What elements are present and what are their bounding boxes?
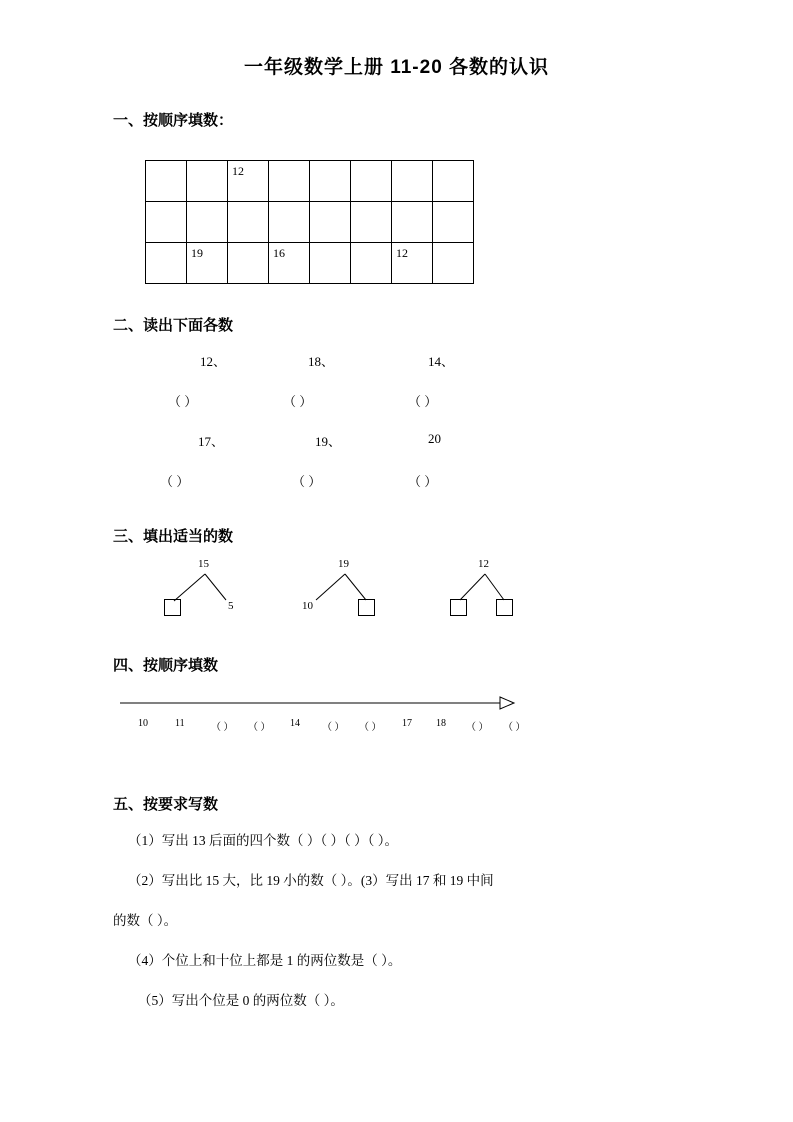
question-2-cont[interactable]: 的数（ ）。 [113, 913, 178, 928]
grid-cell[interactable] [433, 202, 474, 243]
grid-cell[interactable]: 12 [228, 161, 269, 202]
grid-cell[interactable]: 12 [392, 243, 433, 284]
section-heading-5: 五、按要求写数 [113, 796, 219, 813]
grid-cell[interactable] [146, 243, 187, 284]
number-line-label[interactable]: （ ） [211, 722, 234, 733]
question-4[interactable]: （4）个位上和十位上都是 1 的两位数是（ ）。 [128, 953, 402, 968]
answer-box[interactable] [164, 599, 181, 616]
answer-box[interactable] [450, 599, 467, 616]
read-answer-row [60, 391, 733, 431]
table-row [146, 202, 474, 243]
grid-cell[interactable] [228, 202, 269, 243]
grid-cell[interactable] [351, 202, 392, 243]
number-line-label[interactable]: （ ） [359, 722, 382, 733]
number-line-label: 10 [138, 718, 148, 729]
number-line-label: 14 [290, 718, 300, 729]
section-heading-3: 三、填出适当的数 [113, 528, 234, 545]
read-answer-row [60, 471, 733, 511]
answer-blank[interactable]: （ ） [168, 394, 198, 409]
section-heading-1: 一、按顺序填数： [113, 112, 234, 129]
number-line-label: 17 [402, 718, 412, 729]
answer-box[interactable] [496, 599, 513, 616]
grid-cell[interactable] [269, 202, 310, 243]
number-line-label: 11 [175, 718, 185, 729]
grid-cell[interactable] [146, 161, 187, 202]
grid-cell[interactable] [351, 161, 392, 202]
answer-blank[interactable]: （ ） [408, 394, 438, 409]
question-2[interactable]: （2）写出比 15 大，比 19 小的数（ ）。(3）写出 17 和 19 中间 [128, 873, 494, 888]
answer-blank[interactable]: （ ） [160, 474, 190, 489]
number-line-label[interactable]: （ ） [466, 722, 489, 733]
read-number: 17、 [198, 434, 225, 449]
grid-cell[interactable] [433, 243, 474, 284]
answer-blank[interactable]: （ ） [292, 474, 322, 489]
bond-part: 5 [228, 600, 234, 612]
grid-cell[interactable]: 19 [187, 243, 228, 284]
grid-cell[interactable] [269, 161, 310, 202]
read-numbers-block [60, 335, 733, 511]
table-row [146, 161, 474, 202]
grid-cell[interactable] [392, 161, 433, 202]
grid-cell[interactable] [392, 202, 433, 243]
section-heading-4: 四、按顺序填数 [113, 657, 219, 674]
number-bond-3 [428, 558, 548, 628]
number-bond-2 [288, 558, 408, 628]
table-row [146, 243, 474, 284]
grid-cell[interactable] [351, 243, 392, 284]
read-number-row [60, 351, 733, 391]
read-number: 19、 [315, 434, 342, 449]
number-bonds-container [60, 558, 733, 638]
grid-cell[interactable] [433, 161, 474, 202]
read-number: 18、 [308, 354, 335, 369]
number-line-label: 18 [436, 718, 446, 729]
number-grid [145, 160, 474, 284]
read-number-row [60, 431, 733, 471]
bond-total: 15 [198, 558, 209, 570]
grid-cell[interactable] [146, 202, 187, 243]
read-number: 12、 [200, 354, 227, 369]
grid-cell[interactable]: 16 [269, 243, 310, 284]
number-line-label[interactable]: （ ） [503, 722, 526, 733]
number-line-container [60, 693, 733, 753]
grid-cell[interactable] [310, 243, 351, 284]
grid-cell[interactable] [310, 202, 351, 243]
answer-blank[interactable]: （ ） [408, 474, 438, 489]
answer-blank[interactable]: （ ） [283, 394, 313, 409]
read-number: 14、 [428, 354, 455, 369]
number-line-labels [120, 718, 733, 736]
read-number: 20 [428, 431, 441, 446]
answer-box[interactable] [358, 599, 375, 616]
number-grid-container [60, 130, 733, 284]
section-heading-2: 二、读出下面各数 [113, 317, 234, 334]
page-title: 一年级数学上册 11-20 各数的认识 [243, 57, 550, 78]
grid-cell[interactable] [228, 243, 269, 284]
question-5[interactable]: （5）写出个位是 0 的两位数（ ）。 [138, 993, 344, 1008]
bond-part: 10 [302, 600, 313, 612]
number-line-label[interactable]: （ ） [248, 722, 271, 733]
grid-cell[interactable] [310, 161, 351, 202]
question-1[interactable]: （1）写出 13 后面的四个数（ ）（ ）（ ）（ ）。 [128, 833, 398, 848]
bond-total: 12 [478, 558, 489, 570]
grid-cell[interactable] [187, 202, 228, 243]
number-line-arrow-icon [120, 693, 520, 713]
number-bond-1 [148, 558, 268, 628]
grid-cell[interactable] [187, 161, 228, 202]
number-line-label[interactable]: （ ） [322, 722, 345, 733]
bond-total: 19 [338, 558, 349, 570]
